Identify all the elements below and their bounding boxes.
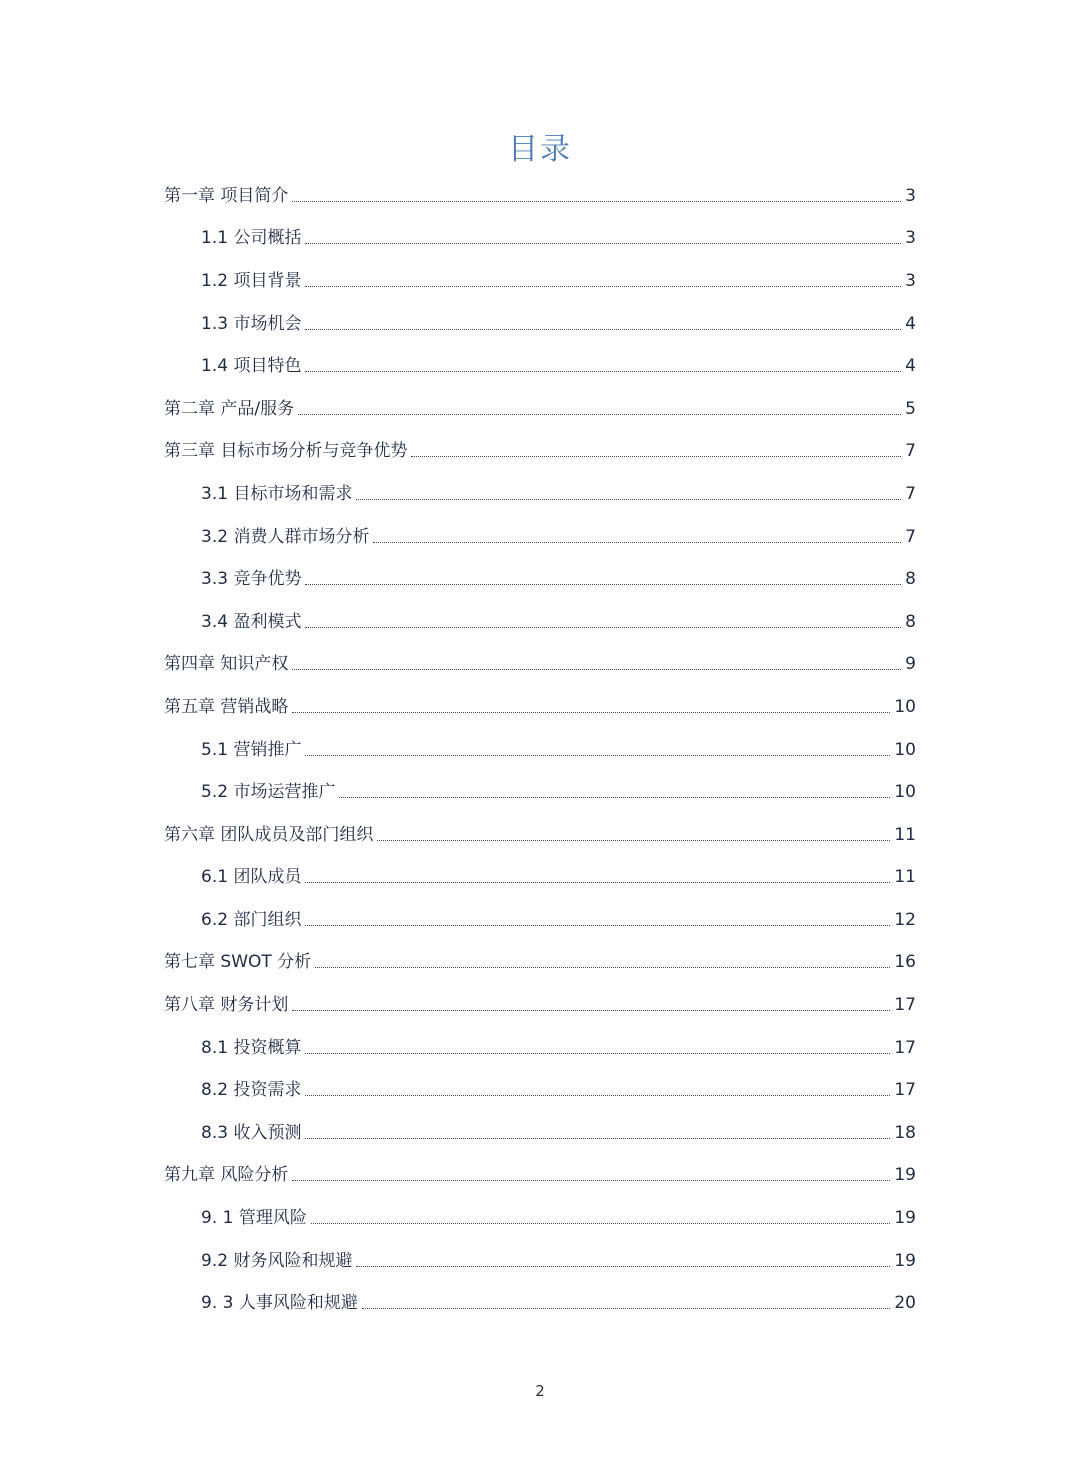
toc-entry-label: 3.4 盈利模式 [201, 611, 302, 632]
toc-chapter-entry[interactable] [164, 175, 916, 218]
toc-chapter-entry[interactable] [164, 644, 916, 687]
toc-chapter-entry[interactable] [164, 431, 916, 474]
toc-chapter-entry[interactable] [164, 984, 916, 1027]
toc-entry-page-number: 17 [894, 1080, 916, 1101]
toc-dot-leader [373, 542, 901, 543]
toc-entry-page-number: 10 [894, 782, 916, 803]
toc-dot-leader [356, 499, 901, 500]
toc-entry-label: 8.3 收入预测 [201, 1122, 302, 1143]
toc-dot-leader [362, 1308, 891, 1309]
toc-section-entry[interactable] [164, 899, 916, 942]
toc-section-entry[interactable] [164, 260, 916, 303]
toc-entry-page-number: 17 [894, 995, 916, 1016]
toc-entry-label: 5.2 市场运营推广 [201, 782, 336, 803]
toc-section-entry[interactable] [164, 473, 916, 516]
toc-dot-leader [292, 201, 901, 202]
toc-section-entry[interactable] [164, 303, 916, 346]
toc-dot-leader [305, 329, 901, 330]
toc-entry-label: 9. 1 管理风险 [201, 1208, 307, 1229]
toc-dot-leader [305, 882, 890, 883]
toc-section-entry[interactable] [164, 558, 916, 601]
toc-dot-leader [305, 1053, 890, 1054]
toc-dot-leader [377, 840, 890, 841]
toc-entry-page-number: 17 [894, 1037, 916, 1058]
toc-dot-leader [411, 456, 901, 457]
toc-entry-label: 5.1 营销推广 [201, 739, 302, 760]
toc-entry-label: 第三章 目标市场分析与竞争优势 [164, 441, 408, 462]
toc-section-entry[interactable] [164, 1240, 916, 1283]
toc-entry-label: 8.1 投资概算 [201, 1037, 302, 1058]
toc-entry-page-number: 7 [905, 526, 916, 547]
toc-entry-label: 3.1 目标市场和需求 [201, 483, 353, 504]
toc-chapter-entry[interactable] [164, 942, 916, 985]
toc-entry-label: 1.2 项目背景 [201, 270, 302, 291]
toc-entry-page-number: 12 [894, 909, 916, 930]
toc-dot-leader [305, 371, 901, 372]
toc-chapter-entry[interactable] [164, 1155, 916, 1198]
toc-entry-page-number: 8 [905, 569, 916, 590]
toc-entry-page-number: 11 [894, 824, 916, 845]
toc-dot-leader [315, 967, 890, 968]
toc-section-entry[interactable] [164, 1282, 916, 1325]
toc-dot-leader [305, 925, 890, 926]
toc-dot-leader [311, 1223, 891, 1224]
toc-entry-label: 第四章 知识产权 [164, 654, 289, 675]
toc-entry-label: 第八章 财务计划 [164, 995, 289, 1016]
toc-dot-leader [292, 1180, 890, 1181]
toc-entry-page-number: 10 [894, 696, 916, 717]
toc-entry-label: 3.2 消费人群市场分析 [201, 526, 370, 547]
toc-entry-page-number: 11 [894, 867, 916, 888]
toc-dot-leader [356, 1266, 890, 1267]
toc-entry-label: 3.3 竞争优势 [201, 569, 302, 590]
toc-entry-label: 9. 3 人事风险和规避 [201, 1293, 358, 1314]
toc-dot-leader [305, 286, 901, 287]
toc-entry-page-number: 18 [894, 1122, 916, 1143]
toc-entry-label: 8.2 投资需求 [201, 1080, 302, 1101]
toc-entry-page-number: 3 [905, 185, 916, 206]
toc-entry-label: 第一章 项目简介 [164, 185, 289, 206]
toc-chapter-entry[interactable] [164, 388, 916, 431]
toc-entry-label: 第六章 团队成员及部门组织 [164, 824, 374, 845]
toc-entry-label: 第二章 产品/服务 [164, 398, 295, 419]
toc-section-entry[interactable] [164, 771, 916, 814]
toc-entry-label: 第九章 风险分析 [164, 1165, 289, 1186]
toc-entry-page-number: 19 [894, 1250, 916, 1271]
table-of-contents [164, 175, 916, 1325]
toc-entry-page-number: 7 [905, 441, 916, 462]
toc-entry-page-number: 4 [905, 313, 916, 334]
toc-entry-page-number: 4 [905, 356, 916, 377]
toc-title: 目录 [508, 132, 572, 167]
toc-dot-leader [305, 755, 890, 756]
toc-chapter-entry[interactable] [164, 814, 916, 857]
toc-section-entry[interactable] [164, 601, 916, 644]
toc-chapter-entry[interactable] [164, 686, 916, 729]
toc-section-entry[interactable] [164, 729, 916, 772]
toc-entry-label: 第五章 营销战略 [164, 696, 289, 717]
toc-entry-label: 第七章 SWOT 分析 [164, 952, 312, 973]
toc-section-entry[interactable] [164, 218, 916, 261]
toc-section-entry[interactable] [164, 516, 916, 559]
page-number: 2 [535, 1382, 545, 1400]
toc-entry-page-number: 5 [905, 398, 916, 419]
toc-dot-leader [305, 243, 901, 244]
toc-section-entry[interactable] [164, 1069, 916, 1112]
toc-entry-label: 1.4 项目特色 [201, 356, 302, 377]
toc-dot-leader [292, 669, 901, 670]
toc-entry-page-number: 20 [894, 1293, 916, 1314]
toc-entry-page-number: 19 [894, 1165, 916, 1186]
toc-entry-page-number: 8 [905, 611, 916, 632]
toc-entry-label: 1.3 市场机会 [201, 313, 302, 334]
toc-dot-leader [339, 797, 890, 798]
toc-dot-leader [292, 1010, 890, 1011]
toc-section-entry[interactable] [164, 857, 916, 900]
toc-dot-leader [292, 712, 890, 713]
toc-entry-label: 9.2 财务风险和规避 [201, 1250, 353, 1271]
toc-entry-page-number: 7 [905, 483, 916, 504]
toc-entry-page-number: 19 [894, 1208, 916, 1229]
toc-dot-leader [298, 414, 901, 415]
toc-section-entry[interactable] [164, 1027, 916, 1070]
toc-section-entry[interactable] [164, 1197, 916, 1240]
toc-dot-leader [305, 1138, 890, 1139]
toc-entry-label: 1.1 公司概括 [201, 228, 302, 249]
toc-section-entry[interactable] [164, 1112, 916, 1155]
toc-entry-label: 6.2 部门组织 [201, 909, 302, 930]
toc-entry-page-number: 3 [905, 228, 916, 249]
toc-entry-page-number: 3 [905, 270, 916, 291]
toc-section-entry[interactable] [164, 345, 916, 388]
toc-dot-leader [305, 627, 901, 628]
toc-dot-leader [305, 1095, 890, 1096]
toc-entry-label: 6.1 团队成员 [201, 867, 302, 888]
toc-entry-page-number: 16 [894, 952, 916, 973]
toc-dot-leader [305, 584, 901, 585]
toc-entry-page-number: 9 [905, 654, 916, 675]
toc-entry-page-number: 10 [894, 739, 916, 760]
